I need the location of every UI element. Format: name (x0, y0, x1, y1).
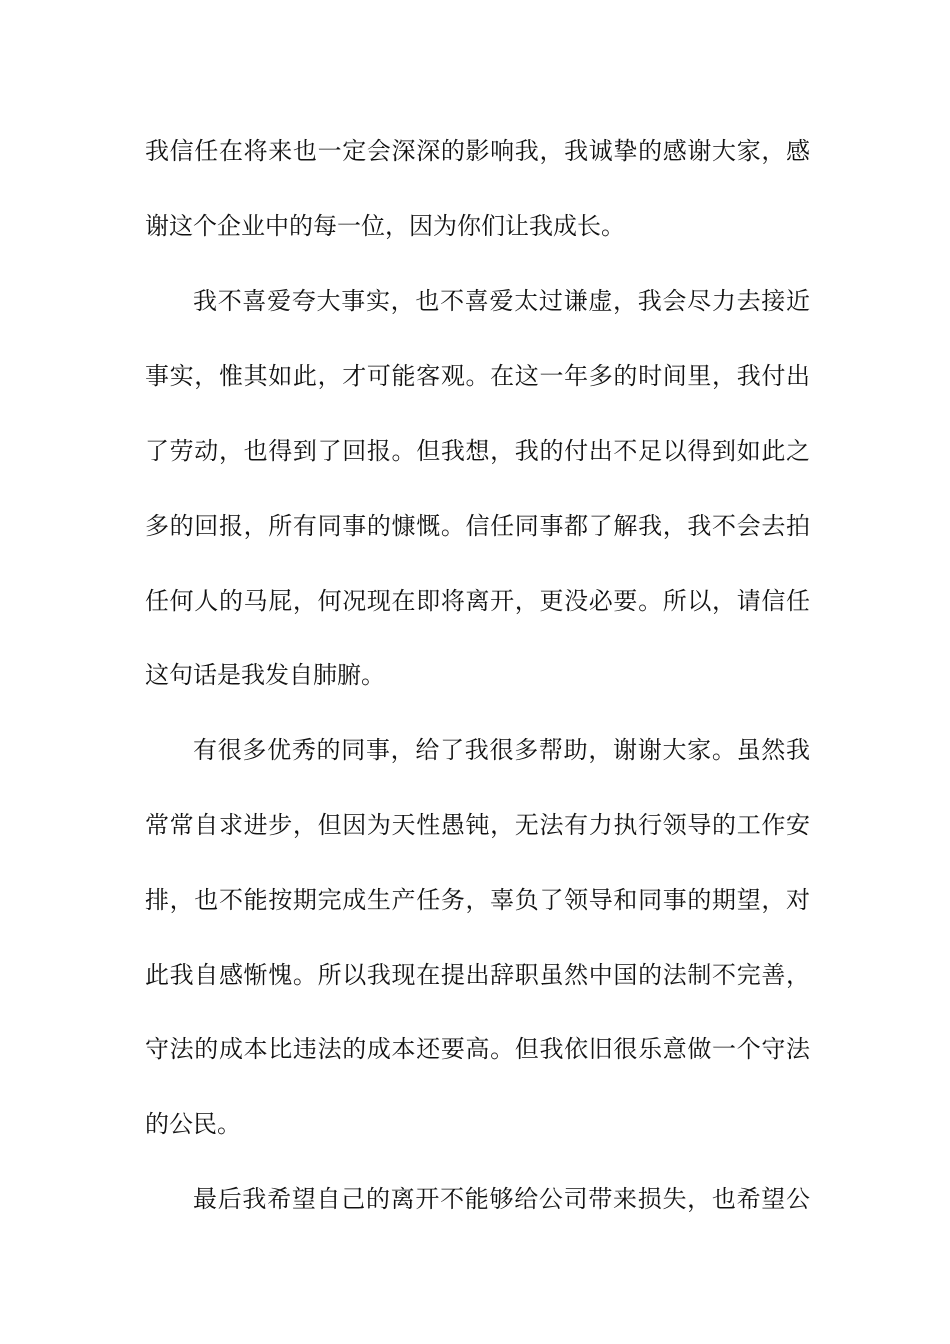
text-line: 的公民。 (145, 1110, 241, 1138)
text-line: 多的回报，所有同事的慷慨。信任同事都了解我，我不会去拍 (145, 512, 810, 540)
text-line: 任何人的马屁，何况现在即将离开，更没必要。所以，请信任 (145, 587, 810, 615)
text-line: 守法的成本比违法的成本还要高。但我依旧很乐意做一个守法 (145, 1035, 810, 1063)
text-line: 排，也不能按期完成生产任务，辜负了领导和同事的期望，对 (145, 886, 810, 914)
text-line: 此我自感惭愧。所以我现在提出辞职虽然中国的法制不完善， (145, 961, 810, 989)
text-line: 我信任在将来也一定会深深的影响我，我诚挚的感谢大家，感 (145, 137, 810, 165)
text-line: 谢这个企业中的每一位，因为你们让我成长。 (145, 212, 625, 240)
text-line: 事实，惟其如此，才可能客观。在这一年多的时间里，我付出 (145, 362, 810, 390)
text-line: 有很多优秀的同事，给了我很多帮助，谢谢大家。虽然我 (193, 736, 810, 764)
text-line: 了劳动，也得到了回报。但我想，我的付出不足以得到如此之 (145, 437, 810, 465)
text-line: 这句话是我发自肺腑。 (145, 661, 385, 689)
text-line: 我不喜爱夸大事实，也不喜爱太过谦虚，我会尽力去接近 (193, 287, 810, 315)
text-line: 常常自求进步，但因为天性愚钝，无法有力执行领导的工作安 (145, 811, 810, 839)
text-line: 最后我希望自己的离开不能够给公司带来损失，也希望公 (193, 1185, 810, 1213)
